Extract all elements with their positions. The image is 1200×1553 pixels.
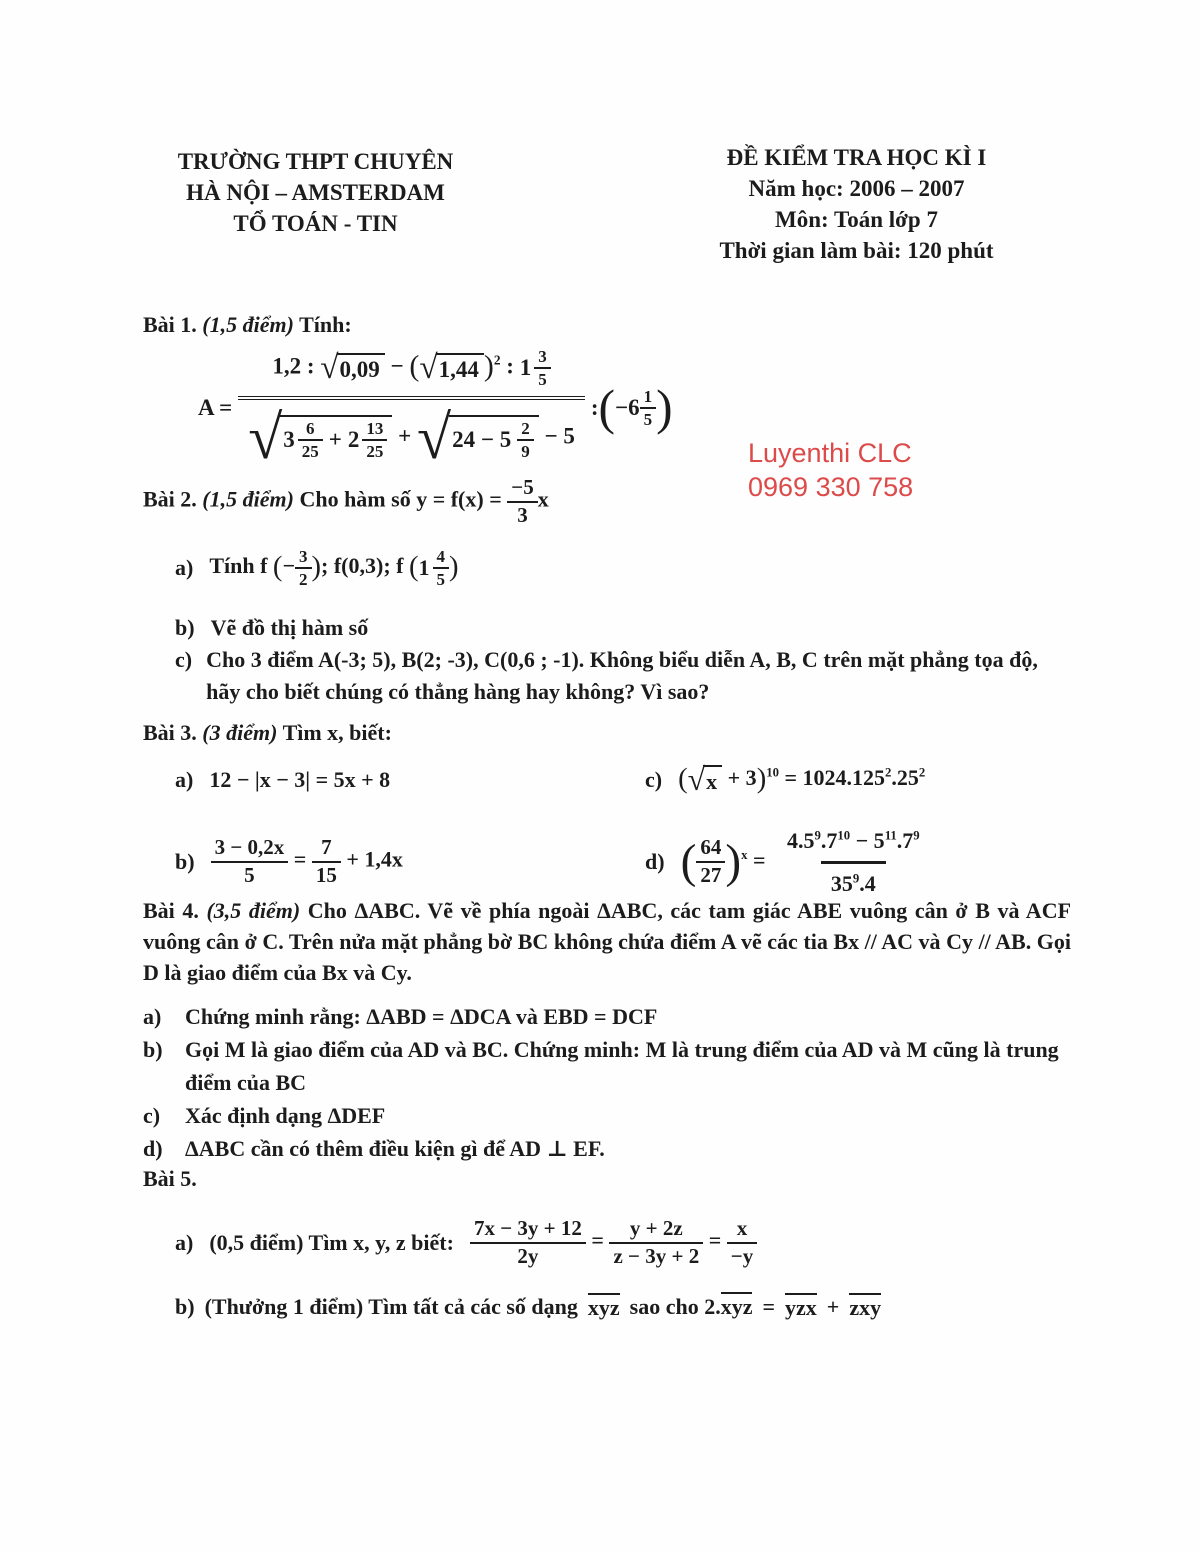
exponent: 2 [493, 352, 501, 368]
bai2-heading-text [143, 476, 549, 527]
math-token: − 5 [544, 423, 575, 449]
watermark-phone: 0969 330 758 [748, 472, 914, 502]
math-token: .7 [820, 827, 838, 853]
fraction [696, 836, 725, 887]
paren: ) [311, 551, 322, 583]
radicand: 1,44 [436, 353, 484, 383]
exponent: 9 [913, 828, 920, 843]
bai4-intro: Cho ΔABC. Vẽ về phía ngoài ΔABC, các tam giác ABE vuông cân ở B và ACF vuông cân ở C. Trên nửa mặt phẳng bờ BC không chứa điểm A vẽ các tia Bx // AC và Cy // AB. Gọi D là giao điểm của Bx và Cy. [143, 898, 1072, 985]
radicand: 0,09 [337, 353, 385, 383]
numerator: 7x − 3y + 12 [470, 1217, 586, 1244]
bai3-item-d [645, 828, 1075, 897]
watermark-name: Luyenthi CLC [748, 438, 912, 468]
math-token: ; f(0,3); f [321, 553, 404, 579]
exponent: 10 [837, 828, 851, 843]
bai2-item-c [175, 644, 1075, 708]
item-label: c) [175, 647, 193, 672]
denominator: 2y [517, 1244, 539, 1268]
denominator: 5 [643, 410, 653, 429]
bai5-label: Bài 5. [143, 1166, 197, 1191]
overline-number: xyz [587, 1295, 620, 1321]
sqrt-sign: √ [320, 349, 339, 387]
bai5-item-b [175, 1290, 881, 1323]
math-token: − 5 [850, 827, 885, 853]
denominator: 5 [244, 863, 255, 887]
denominator: 9 [521, 442, 530, 462]
whole-part: 3 [283, 427, 295, 453]
paren: ) [483, 349, 494, 383]
item-formula [211, 836, 403, 887]
math-token: .25 [891, 765, 919, 791]
radicand [449, 415, 539, 461]
paren: ) [725, 835, 742, 888]
mixed-number [419, 547, 450, 589]
exponent: 2 [918, 765, 926, 780]
item-label: a) [175, 555, 194, 580]
math-token: + 1,4x [346, 847, 403, 873]
bai4-items [143, 1000, 1071, 1165]
item-label: d) [143, 1136, 163, 1161]
sqrt-expression [417, 403, 539, 472]
sqrt-expression [320, 349, 385, 387]
whole-part: 2 [347, 427, 360, 453]
fraction [298, 419, 323, 461]
school-name-line: HÀ NỘI – AMSTERDAM [186, 180, 445, 205]
item-label: b) [175, 849, 195, 874]
fraction-large [777, 828, 930, 897]
exponent: 11 [884, 828, 897, 843]
numerator: 4 [433, 547, 450, 569]
fraction [507, 476, 537, 527]
numerator: 1 [640, 387, 657, 409]
math-token: = [762, 1294, 776, 1319]
numerator: x [727, 1217, 757, 1244]
fraction [211, 836, 289, 887]
numerator: 2 [517, 419, 534, 441]
school-header [158, 146, 473, 239]
math-token: + [398, 423, 412, 449]
fraction [517, 419, 534, 461]
exponent: 9 [852, 871, 860, 886]
item-text: Gọi M là giao điểm của AD và BC. Chứng minh: M là trung điểm của AD và M cũng là trung điểm của BC [185, 1037, 1059, 1095]
bai5-section [143, 1166, 881, 1323]
numerator: 3 [295, 547, 312, 569]
bai2-points: (1,5 điểm) [202, 487, 294, 513]
exam-title: ĐỀ KIỂM TRA HỌC KÌ I [726, 145, 987, 170]
denominator: 25 [301, 442, 319, 462]
item-label: d) [645, 849, 665, 874]
item-text: Vẽ đồ thị hàm số [210, 615, 369, 640]
exam-duration: Thời gian làm bài: 120 phút [719, 238, 994, 263]
math-token: : [506, 353, 514, 379]
denominator: 5 [538, 369, 547, 389]
fraction-numerator [262, 347, 560, 396]
item-label: c) [645, 767, 663, 792]
fraction [727, 1217, 757, 1268]
overline-number: yzx [785, 1295, 817, 1321]
math-token: Tính f [209, 553, 268, 579]
item-formula: 12 − |x − 3| = 5x + 8 [209, 767, 391, 792]
paren: ( [678, 763, 688, 795]
paren: ) [449, 551, 459, 583]
exponent: 2 [885, 765, 892, 780]
item-label: b) [175, 1294, 195, 1319]
bai2-item-a [175, 536, 459, 600]
fraction [312, 836, 341, 887]
item-formula [678, 764, 925, 796]
bai4-item-d [143, 1132, 1071, 1165]
exam-subject: Môn: Toán lớp 7 [775, 207, 938, 232]
bai1-tail: Tính: [299, 312, 352, 337]
numerator: 6 [298, 419, 323, 441]
bai2-item-b [175, 612, 368, 643]
bai2-heading [143, 470, 549, 534]
bai2-label: Bài 2. [143, 487, 197, 513]
numerator: 64 [696, 836, 725, 863]
exam-header [684, 142, 1029, 266]
overline-equation [630, 1290, 753, 1323]
fraction [640, 387, 657, 429]
mixed-number [283, 419, 323, 461]
numerator: 7 [312, 836, 341, 863]
bai2-intro: Cho hàm số y = f(x) = [299, 487, 502, 513]
fraction [609, 1217, 703, 1268]
sqrt-sign: √ [248, 403, 283, 472]
bai3-item-a [175, 767, 645, 793]
exponent: x [741, 847, 748, 862]
fraction-numerator [777, 828, 930, 861]
item-label: a) [175, 767, 194, 792]
overline-number: xyz [720, 1294, 753, 1319]
sqrt-sign: √ [687, 762, 706, 798]
radicand [280, 415, 392, 461]
exam-year: Năm học: 2006 – 2007 [748, 176, 965, 201]
item-text: Xác định dạng ΔDEF [185, 1103, 386, 1128]
numerator: 3 [534, 347, 551, 369]
mixed-number [520, 347, 551, 389]
paren: ) [756, 763, 767, 795]
math-token: + 3 [722, 765, 757, 791]
sqrt-sign: √ [419, 349, 438, 387]
squared-sqrt-term [409, 349, 501, 387]
sqrt-expression [248, 403, 392, 472]
paren: ( [409, 349, 420, 383]
numerator: −5 [507, 476, 537, 503]
item-label: a) [143, 1004, 162, 1029]
item-intro: (0,5 điểm) Tìm x, y, z biết: [209, 1230, 454, 1255]
power-run [787, 828, 920, 853]
math-token: − [390, 353, 404, 379]
power-run [831, 871, 876, 896]
exponent: 10 [766, 765, 779, 780]
math-token: sao cho 2. [629, 1294, 721, 1319]
math-token: .4 [859, 870, 876, 896]
item-label: c) [143, 1103, 161, 1128]
item-text: ΔABC cần có thêm điều kiện gì để AD ⊥ EF. [185, 1136, 605, 1161]
school-name-line: TRƯỜNG THPT CHUYÊN [177, 149, 454, 174]
main-fraction [238, 346, 585, 472]
denominator: −y [730, 1244, 754, 1268]
bai3-heading [143, 720, 392, 746]
bai5-item-a [175, 1206, 881, 1280]
bai1-heading [143, 312, 352, 338]
bai1-label: Bài 1. [143, 312, 197, 337]
denominator: 2 [299, 570, 308, 589]
bai4-section [143, 895, 1071, 1165]
math-token: −6 [614, 395, 640, 420]
math-token: x [537, 487, 549, 513]
numerator: 3 − 0,2x [211, 836, 289, 863]
paren: ( [272, 551, 283, 583]
bai3-grid [175, 748, 1075, 912]
bai1-points: (1,5 điểm) [202, 312, 294, 337]
bai1-formula [198, 346, 673, 470]
denominator: 27 [700, 863, 722, 887]
math-token: + [328, 427, 342, 453]
radicand: x [703, 765, 722, 795]
sqrt-sign: √ [417, 403, 452, 472]
numerator: y + 2z [609, 1217, 703, 1244]
item-formula [681, 828, 936, 897]
math-token: .7 [896, 827, 914, 853]
math-token: : [590, 395, 599, 420]
math-token: 35 [830, 870, 853, 896]
denominator: 25 [366, 442, 384, 462]
bai3-points: (3 điểm) [202, 720, 278, 745]
fraction [295, 547, 312, 589]
denominator: 3 [517, 503, 528, 527]
item-text: Chứng minh rằng: ΔABD = ΔDCA và EBD = DCF [185, 1004, 658, 1029]
bai3-item-b [175, 836, 645, 887]
denominator: 15 [315, 863, 337, 887]
math-token: − [282, 553, 295, 579]
fraction-denominator [821, 861, 886, 897]
whole-part: 1 [519, 354, 532, 380]
math-token: = [293, 847, 307, 873]
bai4-item-b [143, 1033, 1071, 1099]
math-token: = 1024.125 [778, 765, 886, 791]
bai4-item-a [143, 1000, 1071, 1033]
math-token: 4.5 [787, 827, 815, 853]
bai4-points: (3,5 điểm) [206, 898, 301, 923]
math-token: 1,2 : [272, 353, 315, 379]
bai4-item-c [143, 1099, 1071, 1132]
watermark [748, 436, 913, 504]
math-token: 24 − 5 [452, 427, 512, 453]
math-token: = [708, 1228, 722, 1254]
numerator: 13 [362, 419, 387, 441]
bai3-item-c [645, 764, 1075, 796]
item-intro: (Thưởng 1 điểm) Tìm tất cả các số dạng [204, 1294, 578, 1319]
denominator: z − 3y + 2 [613, 1244, 700, 1268]
fraction [534, 347, 551, 389]
paren: ( [409, 551, 419, 583]
bai4-label: Bài 4. [143, 898, 199, 923]
item-label: a) [175, 1230, 194, 1255]
math-token: = [752, 847, 766, 873]
bai4-paragraph [143, 895, 1071, 988]
exponent: 9 [814, 828, 821, 843]
fraction-denominator [238, 396, 585, 472]
sqrt-expression [419, 349, 484, 387]
math-token: + [826, 1294, 840, 1319]
denominator: 5 [436, 570, 446, 589]
fraction [433, 547, 450, 589]
formula-lhs: A = [198, 395, 233, 420]
math-token: = [591, 1228, 604, 1254]
bai3-label: Bài 3. [143, 720, 197, 745]
overline-number: zxy [849, 1295, 882, 1321]
paren: ( [598, 380, 615, 436]
paren: ( [680, 835, 697, 888]
sqrt-expression [688, 764, 723, 796]
item-label: b) [143, 1037, 163, 1062]
item-label: b) [175, 615, 195, 640]
item-text: Cho 3 điểm A(-3; 5), B(2; -3), C(0,6 ; -1). Không biểu diễn A, B, C trên mặt phẳng tọa độ, hãy cho biết chúng có thẳng hàng hay không? Vì sao? [206, 647, 1038, 704]
fraction [362, 419, 387, 461]
paren: ) [656, 380, 673, 436]
item-formula [209, 547, 458, 589]
school-dept-line: TỔ TOÁN - TIN [233, 211, 398, 236]
whole-part: 1 [418, 555, 430, 580]
item-formula [470, 1217, 757, 1268]
fraction [470, 1217, 586, 1268]
bai3-tail: Tìm x, biết: [282, 720, 392, 745]
mixed-number [348, 419, 388, 461]
